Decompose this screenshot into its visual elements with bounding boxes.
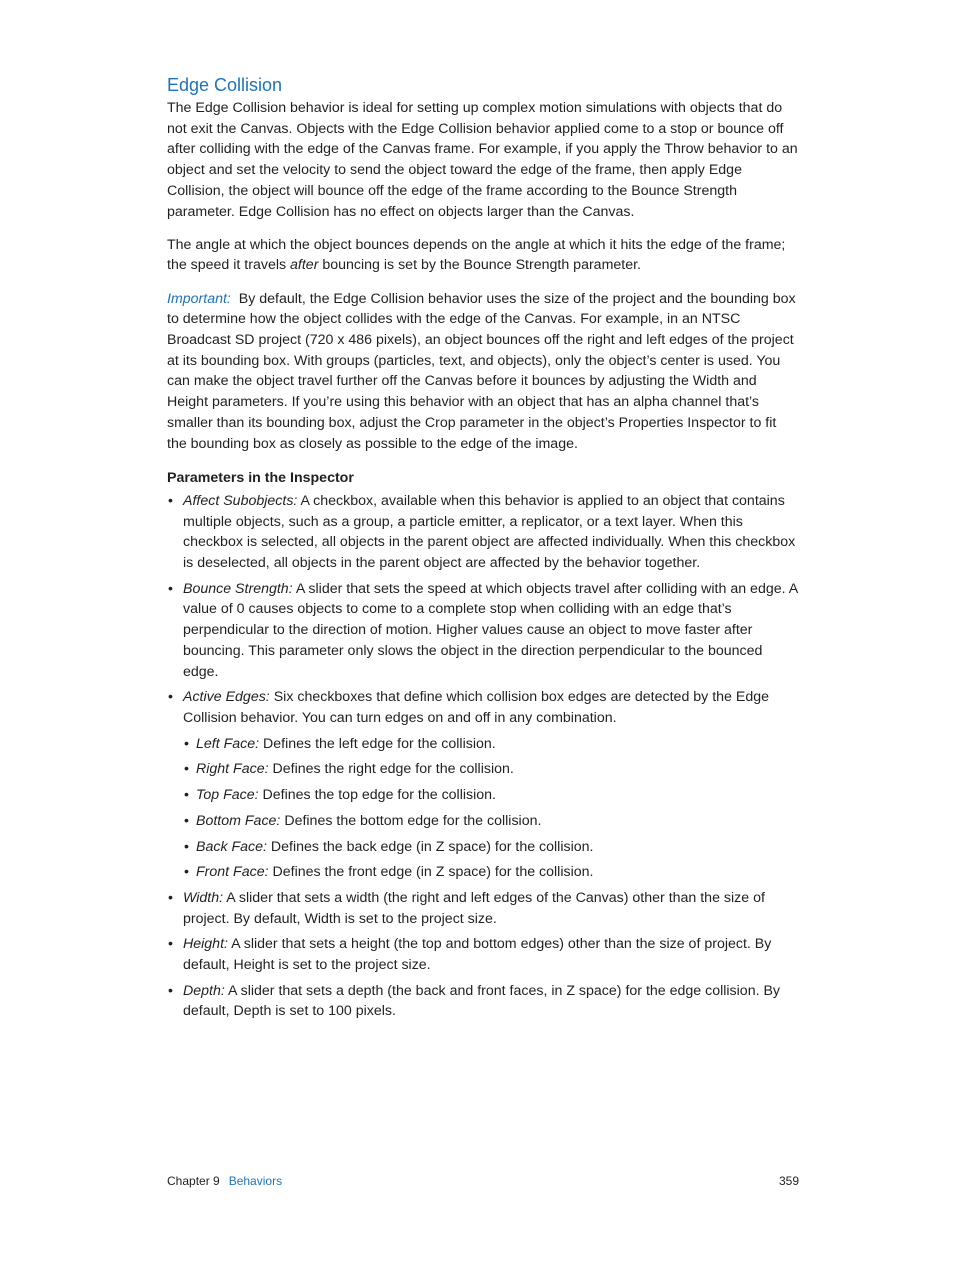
page-content [167, 73, 799, 1027]
bullet: • [168, 889, 173, 906]
important-note [167, 289, 799, 455]
angle-text-after: bouncing is set by the Bounce Strength parameter. [318, 257, 641, 274]
parameter-item [167, 687, 799, 883]
parameter-term: Bounce Strength: [183, 580, 293, 597]
parameters-heading: Parameters in the Inspector [167, 470, 354, 487]
parameter-description: A slider that sets a width (the right and left edges of the Canvas) other than the size of project. By default, Width is set to the project size. [183, 889, 765, 927]
edges-sublist [183, 734, 799, 883]
bullet: • [168, 492, 173, 509]
bullet: • [184, 864, 189, 881]
angle-text-before: The angle at which the object bounces depends on the angle at which it hits the edge of the frame; the speed it travels [167, 236, 786, 274]
edge-term: Left Face: [196, 735, 260, 752]
parameter-item [167, 579, 799, 683]
parameter-description: A slider that sets the speed at which objects travel after colliding with an edge. A value of 0 causes objects to come to a complete stop when colliding with an edge that’s perpendicular to the direction of motion. Higher values cause an object to move faster after bouncing. This parameter only slows the object in the direction perpendicular to the bounced edge. [183, 580, 798, 680]
page-footer [167, 1172, 799, 1190]
edge-item [183, 837, 799, 858]
edge-item [183, 862, 799, 883]
edge-item [183, 811, 799, 832]
parameter-description: A checkbox, available when this behavior is applied to an object that contains multiple objects, such as a group, a particle emitter, a replicator, or a text layer. When this checkbox is selected, all objects in the parent object are affected individually. When this checkbox is deselected, all objects in the parent object are affected by the behavior together. [183, 492, 796, 572]
angle-paragraph [167, 235, 799, 276]
footer-section-link[interactable]: Behaviors [228, 1174, 283, 1188]
angle-text-emphasis: after [290, 257, 319, 274]
bullet: • [168, 580, 173, 597]
bullet: • [168, 936, 173, 953]
bullet: • [184, 787, 189, 804]
parameter-description: A slider that sets a height (the top and bottom edges) other than the size of project. By default, Height is set to the project size. [183, 936, 772, 974]
edge-item [183, 734, 799, 755]
important-label: Important: [167, 290, 231, 307]
edge-item [183, 785, 799, 806]
page-number: 359 [778, 1174, 799, 1188]
bullet: • [184, 735, 189, 752]
footer-chapter: Chapter 9 [167, 1174, 220, 1188]
edge-description: Defines the right edge for the collision. [272, 761, 514, 778]
intro-paragraph: The Edge Collision behavior is ideal for setting up complex motion simulations with objects that do not exit the Canvas. Objects with the Edge Collision behavior applied come to a stop or bounce off after colliding with the edge of the Canvas frame. For example, if you apply the Throw behavior to an object and set the velocity to send the object toward the edge of the frame, then apply Edge Collision, the object will bounce off the edge of the frame according to the Bounce Strength parameter. Edge Collision has no effect on objects larger than the Canvas. [167, 100, 798, 220]
edge-description: Defines the bottom edge for the collision. [284, 812, 542, 829]
edge-item [183, 759, 799, 780]
bullet: • [168, 982, 173, 999]
parameter-description: A slider that sets a depth (the back and front faces, in Z space) for the edge collision. By default, Depth is set to 100 pixels. [183, 982, 781, 1020]
edge-description: Defines the back edge (in Z space) for the collision. [270, 838, 594, 855]
parameter-term: Active Edges: [183, 689, 270, 706]
parameter-term: Height: [183, 936, 228, 953]
edge-description: Defines the top edge for the collision. [262, 787, 496, 804]
parameter-term: Affect Subobjects: [183, 492, 298, 509]
parameter-description: Six checkboxes that define which collision box edges are detected by the Edge Collision behavior. You can turn edges on and off in any combination. [183, 689, 769, 726]
parameter-item [167, 934, 799, 975]
parameter-term: Depth: [183, 982, 225, 999]
edge-description: Defines the left edge for the collision. [263, 735, 496, 752]
parameter-item [167, 491, 799, 574]
edge-term: Bottom Face: [196, 812, 281, 829]
edge-term: Top Face: [196, 787, 259, 804]
edge-term: Right Face: [196, 761, 269, 778]
section-heading: Edge Collision [167, 75, 283, 95]
edge-term: Back Face: [196, 838, 267, 855]
parameter-item [167, 981, 799, 1022]
parameter-item [167, 888, 799, 929]
parameter-term: Width: [183, 889, 224, 906]
important-text: By default, the Edge Collision behavior uses the size of the project and the bounding box to determine how the object collides with the edge of the Canvas. For example, in an NTSC Broadcast SD project (720 x 486 pixels), an object bounces off the right and left edges of the project at its bounding box. With groups (particles, text, and objects), only the object’s center is used. You can make the object travel further off the Canvas before it bounces by adjusting the Width and Height parameters. If you’re using this behavior with an object that has an alpha channel that’s smaller than its bounding box, adjust the Crop parameter in the object’s Properties Inspector to fit the bounding box as closely as possible to the edge of the image. [167, 290, 796, 452]
parameters-list [167, 491, 799, 1022]
edge-description: Defines the front edge (in Z space) for the collision. [272, 864, 594, 881]
bullet: • [184, 838, 189, 855]
bullet: • [168, 689, 173, 706]
bullet: • [184, 761, 189, 778]
edge-term: Front Face: [196, 864, 269, 881]
bullet: • [184, 812, 189, 829]
